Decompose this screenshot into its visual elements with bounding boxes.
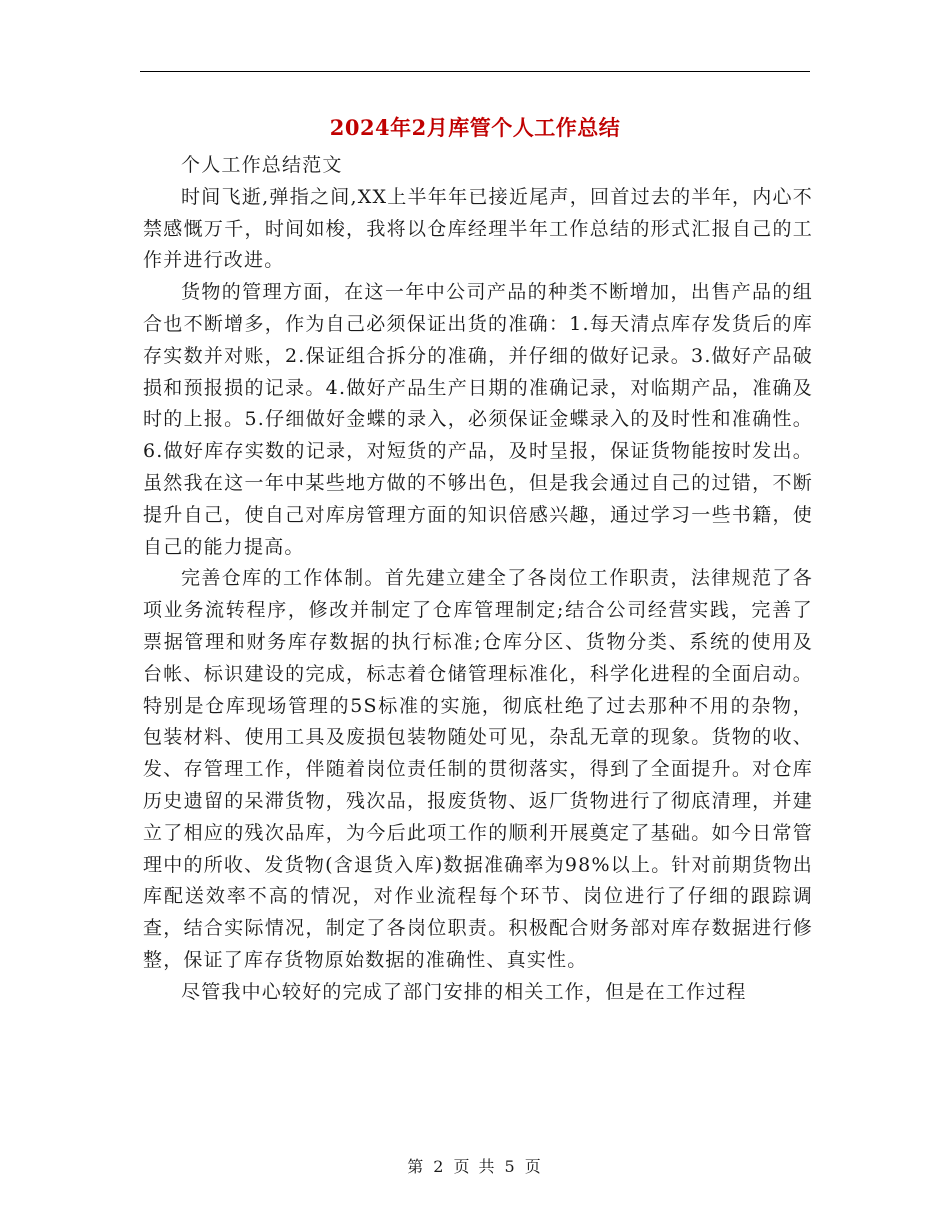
paragraph-warehouse-system: 完善仓库的工作体制。首先建立建全了各岗位工作职责，法律规范了各项业务流转程序，修改并制定了仓库管理制定;结合公司经营实践，完善了票据管理和财务库存数据的执行标准;仓库分区、货物分类、系统的使用及台帐、标识建设的完成，标志着仓储管理标准化，科学化进程的全面启动。特别是仓库现场管理的5S标准的实施，彻底杜绝了过去那种不用的杂物，包装材料、使用工具及废损包装物随处可见，杂乱无章的现象。货物的收、发、存管理工作，伴随着岗位责任制的贯彻落实，得到了全面提升。对仓库历史遗留的呆滞货物，残次品，报废货物、返厂货物进行了彻底清理，并建立了相应的残次品库，为今后此项工作的顺利开展奠定了基础。如今日常管理中的所收、发货物(含退货入库)数据准确率为98%以上。针对前期货物出库配送效率不高的情况，对作业流程每个环节、岗位进行了仔细的跟踪调查，结合实际情况，制定了各岗位职责。积极配合财务部对库存数据进行修整，保证了库存货物原始数据的准确性、真实性。 xyxy=(143,567,813,971)
page-footer xyxy=(0,1154,950,1177)
paragraph-intro: 时间飞逝,弹指之间,XX上半年年已接近尾声，回首过去的半年，内心不禁感慨万千，时间如梭，我将以仓库经理半年工作总结的形式汇报自己的工作并进行改进。 xyxy=(143,185,813,272)
page-number: 2 xyxy=(433,1157,446,1176)
document-subtitle: 个人工作总结范文 xyxy=(181,154,343,176)
paragraph-continuation: 尽管我中心较好的完成了部门安排的相关工作，但是在工作过程 xyxy=(181,980,747,1003)
document-title: 2024年2月库管个人工作总结 xyxy=(329,115,621,140)
page-total: 5 xyxy=(504,1157,517,1176)
footer-middle: 页 共 xyxy=(453,1157,497,1176)
header-rule xyxy=(140,71,810,72)
footer-suffix: 页 xyxy=(524,1157,543,1176)
footer-prefix: 第 xyxy=(407,1157,426,1176)
paragraph-goods-management: 货物的管理方面，在这一年中公司产品的种类不断增加，出售产品的组合也不断增多，作为自己必须保证出货的准确：1.每天清点库存发货后的库存实数并对账，2.保证组合拆分的准确，并仔细的做好记录。3.做好产品破损和预报损的记录。4.做好产品生产日期的准确记录，对临期产品，准确及时的上报。5.仔细做好金蝶的录入，必须保证金蝶录入的及时性和准确性。6.做好库存实数的记录，对短货的产品，及时呈报，保证货物能按时发出。虽然我在这一年中某些地方做的不够出色，但是我会通过自己的过错，不断提升自己，使自己对库房管理方面的知识倍感兴趣，通过学习一些书籍，使自己的能力提高。 xyxy=(143,281,813,558)
document-body xyxy=(143,150,813,1009)
